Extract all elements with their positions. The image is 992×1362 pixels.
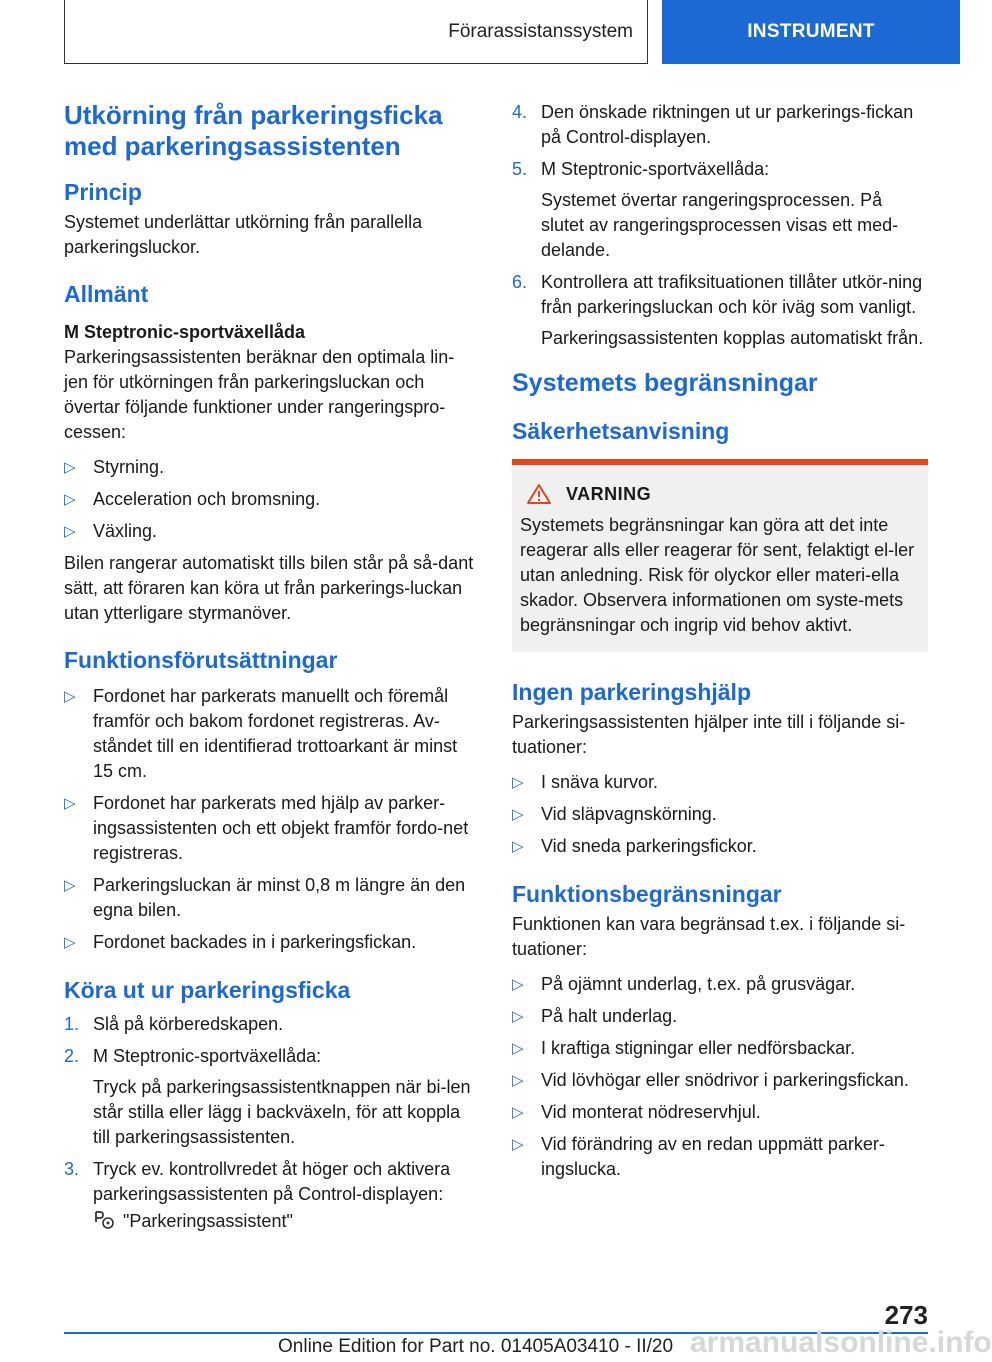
right-column: [512, 100, 928, 1189]
page-number: 273: [884, 1300, 928, 1330]
no-help-list: [512, 770, 928, 859]
list-item: ▷ Acceleration och bromsning.: [64, 487, 476, 512]
general-list: [64, 455, 476, 544]
function-limits-heading: Funktionsbegränsningar: [512, 881, 782, 907]
step-detail: Tryck på parkeringsassistentknappen när bi‐len står stilla eller lägg i backväxeln, för att koppla till parkeringsassistenten.: [93, 1077, 471, 1147]
triangle-bullet-icon: ▷: [512, 774, 524, 791]
triangle-bullet-icon: ▷: [64, 523, 76, 540]
general-subheading: M Steptronic-sportväxellåda: [64, 322, 306, 342]
general-text: Parkeringsassistenten beräknar den optimala lin‐jen för utkörningen från parkeringsluckan och övertar följande funktioner under rangeringspro‐cessen:: [64, 347, 455, 442]
section-title: Förarassistanssystem: [64, 0, 648, 64]
list-item: ▷ Vid monterat nödreservhjul.: [512, 1100, 928, 1125]
principle-heading: Princip: [64, 179, 142, 205]
prerequisites-heading: Funktionsförutsättningar: [64, 647, 338, 673]
list-item: ▷ Vid sneda parkeringsfickor.: [512, 834, 928, 859]
triangle-bullet-icon: ▷: [512, 838, 524, 855]
step-item: 4. Den önskade riktningen ut ur parkerings‐fickan på Control-displayen.: [512, 102, 914, 147]
step-item: 3. Tryck ev. kontrollvredet åt höger och aktivera parkeringsassistenten på Control-displayen: "Parkeringsassistent": [64, 1159, 451, 1231]
limits-heading: Systemets begränsningar: [512, 369, 818, 397]
function-limits-text: Funktionen kan vara begränsad t.ex. i följande si‐tuationer:: [512, 914, 906, 959]
prerequisites-list: [64, 684, 476, 955]
step-item: 5. M Steptronic-sportväxellåda: Systemet övertar rangeringsprocessen. På slutet av rangeringsprocessen visas ett med‐delande.: [512, 157, 928, 263]
edition-text: Online Edition for Part no. 01405A03410 - II/20: [278, 1336, 674, 1357]
list-item: ▷ Växling.: [64, 519, 476, 544]
triangle-bullet-icon: ▷: [512, 1104, 524, 1121]
triangle-bullet-icon: ▷: [64, 795, 76, 812]
list-item: ▷ Fordonet har parkerats manuellt och föremål framför och bakom fordonet registreras. Av‐ståndet till en identifierad trottoarkant är minst 15 cm.: [64, 686, 458, 781]
triangle-bullet-icon: ▷: [512, 1072, 524, 1089]
list-item: ▷ I snäva kurvor.: [512, 770, 928, 795]
no-help-heading: Ingen parkeringshjälp: [512, 679, 751, 705]
drive-out-steps-continued: [512, 100, 928, 351]
page-header: [0, 0, 960, 66]
parking-assistant-icon: [93, 1210, 115, 1230]
safety-heading: Säkerhetsanvisning: [512, 418, 730, 444]
function-limits-list: [512, 972, 928, 1182]
step-item: 2. M Steptronic-sportväxellåda: Tryck på parkeringsassistentknappen när bi‐len står stilla eller lägg i backväxeln, för att koppla till parkeringsassistenten.: [64, 1044, 476, 1150]
triangle-bullet-icon: ▷: [64, 491, 76, 508]
article-title: Utkörning från parkeringsficka med parkeringsassistenten: [64, 100, 443, 161]
list-item: ▷ Styrning.: [64, 455, 476, 480]
triangle-bullet-icon: ▷: [512, 1136, 524, 1153]
no-help-text: Parkeringsassistenten hjälper inte till i följande si‐tuationer:: [512, 712, 906, 757]
menu-item-label: "Parkeringsassistent": [123, 1211, 293, 1231]
principle-text: Systemet underlättar utkörning från parallella parkeringsluckor.: [64, 212, 423, 257]
list-item: ▷ Fordonet har parkerats med hjälp av parker‐ingsassistenten och ett objekt framför fordo‐net registreras.: [64, 793, 469, 863]
warning-label: VARNING: [566, 483, 652, 504]
triangle-bullet-icon: ▷: [512, 806, 524, 823]
list-item: ▷ Parkeringsluckan är minst 0,8 m längre än den egna bilen.: [64, 875, 466, 920]
list-item: ▷ I kraftiga stigningar eller nedförsbackar.: [512, 1036, 928, 1061]
drive-out-steps: [64, 1012, 476, 1234]
step-item: 6. Kontrollera att trafiksituationen tillåter utkör‐ning från parkeringsluckan och kör iväg som vanligt. Parkeringsassistenten kopplas automatiskt från.: [512, 270, 928, 351]
list-item: ▷ Vid lövhögar eller snödrivor i parkeringsfickan.: [512, 1068, 928, 1093]
general-heading: Allmänt: [64, 281, 149, 307]
triangle-bullet-icon: ▷: [64, 688, 76, 705]
triangle-bullet-icon: ▷: [64, 877, 76, 894]
chapter-tab: INSTRUMENT: [662, 0, 960, 64]
step-item: 1. Slå på körberedskapen.: [64, 1014, 284, 1034]
list-item: ▷ Fordonet backades in i parkeringsfickan.: [64, 930, 476, 955]
triangle-bullet-icon: ▷: [512, 1040, 524, 1057]
triangle-bullet-icon: ▷: [64, 934, 76, 951]
watermark: armanualsonline.info: [690, 1326, 992, 1359]
list-item: ▷ På ojämnt underlag, t.ex. på grusvägar.: [512, 972, 928, 997]
step-detail: Systemet övertar rangeringsprocessen. På slutet av rangeringsprocessen visas ett med‐delande.: [541, 190, 899, 260]
warning-triangle-icon: [526, 483, 552, 505]
warning-box: [512, 459, 928, 652]
drive-out-heading: Köra ut ur parkeringsficka: [64, 977, 351, 1003]
list-item: ▷ Vid förändring av en redan uppmätt parker‐ingslucka.: [512, 1134, 885, 1179]
list-item: ▷ Vid släpvagnskörning.: [512, 802, 928, 827]
warning-text: Systemets begränsningar kan göra att det inte reagerar alls eller reagerar för sent, felaktigt el‐ler utan anledning. Risk för olyckor eller materi‐ella skador. Observera informationen om syste‐mets begränsningar och ingrip vid behov aktivt.: [520, 515, 915, 635]
triangle-bullet-icon: ▷: [512, 976, 524, 993]
step-detail: Parkeringsassistenten kopplas automatiskt från.: [541, 328, 924, 348]
left-column: [64, 100, 476, 1241]
general-after-text: Bilen rangerar automatiskt tills bilen står på så‐dant sätt, att föraren kan köra ut från parkerings‐luckan utan ytterligare styrmanöver.: [64, 553, 474, 623]
triangle-bullet-icon: ▷: [64, 459, 76, 476]
triangle-bullet-icon: ▷: [512, 1008, 524, 1025]
list-item: ▷ På halt underlag.: [512, 1004, 928, 1029]
